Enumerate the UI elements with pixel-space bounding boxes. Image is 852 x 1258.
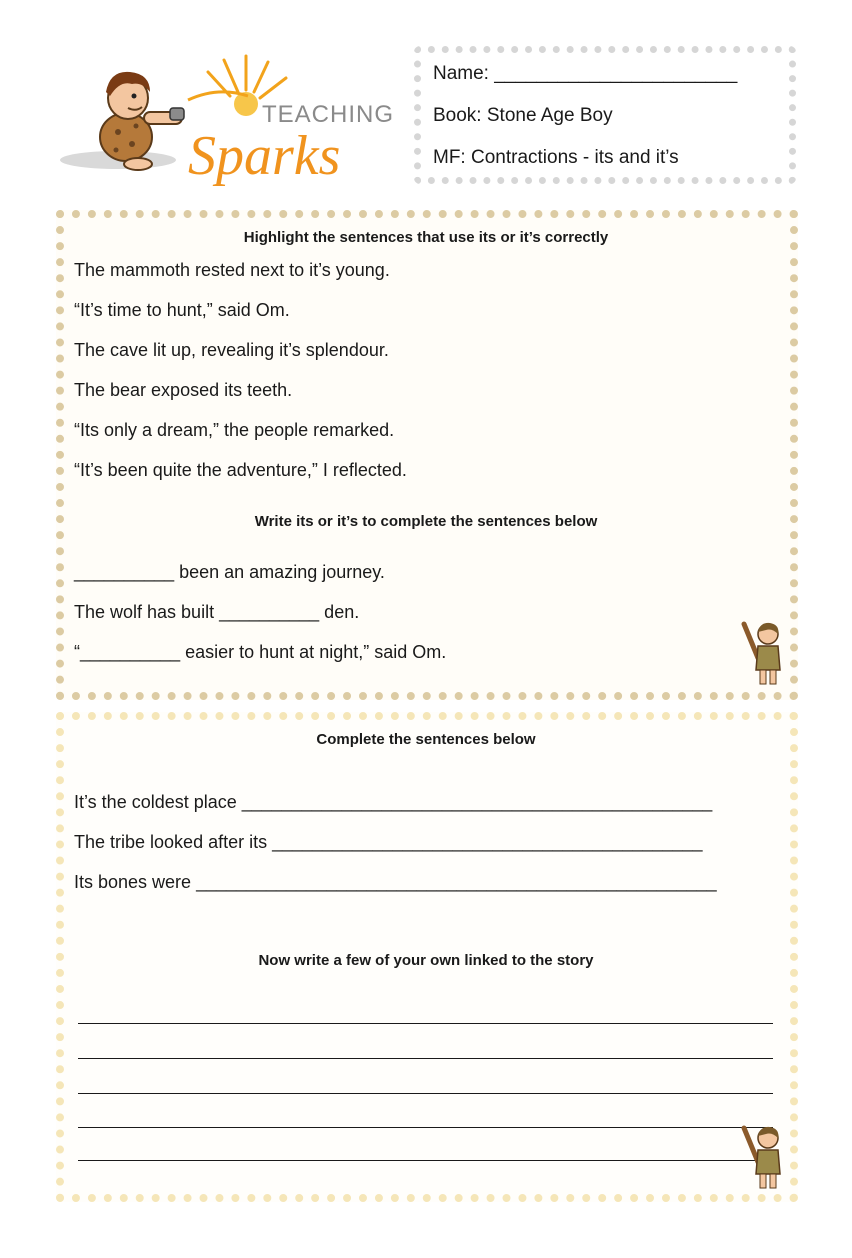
info-box [414,46,796,184]
writing-line[interactable] [78,1127,773,1128]
section1-heading: Highlight the sentences that use its or it’s correctly [243,229,609,246]
writing-line[interactable] [78,1058,773,1059]
writing-line[interactable] [78,1160,773,1161]
complete-sentence[interactable]: It’s the coldest place _______________________________________________ [74,792,713,812]
writing-line[interactable] [78,1023,773,1024]
caveman-icon [740,1124,786,1192]
highlight-sentence[interactable]: The cave lit up, revealing it’s splendour. [74,340,389,360]
highlight-sentence[interactable]: The mammoth rested next to it’s young. [74,260,390,280]
highlight-sentence[interactable]: “It’s been quite the adventure,” I reflected. [74,460,407,480]
fill-in-sentence[interactable]: __________ been an amazing journey. [74,562,385,582]
highlight-sentence[interactable]: “Its only a dream,” the people remarked. [74,420,395,440]
highlight-sentence[interactable]: The bear exposed its teeth. [74,380,293,400]
caveman-icon [740,620,786,688]
activity-frame-1 [56,210,798,700]
caveman-logo-icon [100,72,184,170]
fill-in-sentence[interactable]: The wolf has built __________ den. [74,602,360,622]
complete-sentence[interactable]: The tribe looked after its ___________________________________________ [74,832,703,852]
mf-label: MF: Contractions - its and it’s [433,147,679,168]
book-label: Book: Stone Age Boy [433,105,613,126]
highlight-sentence[interactable]: “It’s time to hunt,” said Om. [74,300,290,320]
teaching-sparks-logo [58,52,398,187]
logo-word-sparks: Sparks [188,125,341,187]
writing-line[interactable] [78,1093,773,1094]
section4-heading: Now write a few of your own linked to the story [258,952,594,969]
section3-heading: Complete the sentences below [316,731,536,748]
section2-heading: Write its or it’s to complete the sentences below [254,513,598,530]
fill-in-sentence[interactable]: “__________ easier to hunt at night,” said Om. [74,642,447,662]
logo-word-teaching: TEACHING [262,101,395,128]
name-field[interactable]: Name: _______________________ [433,63,738,84]
complete-sentence[interactable]: Its bones were ____________________________________________________ [74,872,717,892]
